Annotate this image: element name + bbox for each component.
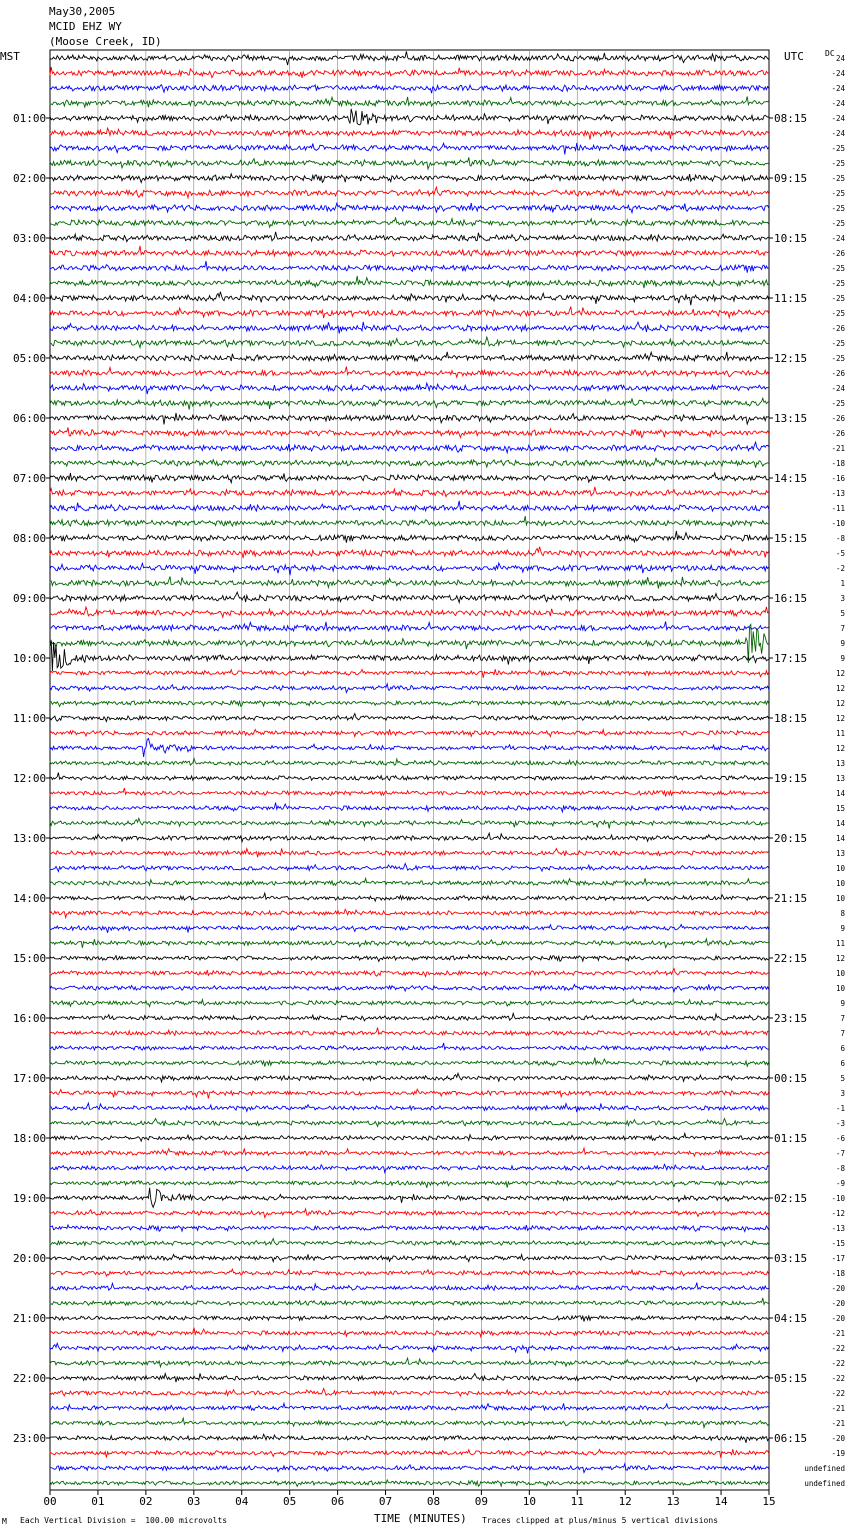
dc-offset-label: -24: [831, 234, 845, 243]
x-tick-label: 10: [522, 1495, 536, 1508]
trace-line: [50, 1043, 769, 1051]
trace-line: [50, 1073, 769, 1082]
trace-line: [50, 187, 769, 198]
left-time-label: 15:00: [13, 952, 47, 965]
trace-line: [50, 729, 769, 736]
dc-offset-label: -21: [831, 1419, 845, 1428]
left-time-label: 03:00: [13, 232, 47, 245]
trace-line: [50, 864, 769, 872]
station-code: MCID EHZ WY: [49, 20, 122, 33]
dc-offset-label: -10: [831, 519, 845, 528]
dc-offset-label: -19: [831, 1449, 845, 1458]
trace-line: [50, 531, 769, 543]
trace-line: [50, 984, 769, 991]
x-tick-label: 05: [283, 1495, 297, 1508]
right-time-label: 21:15: [774, 892, 808, 905]
dc-offset-label: -22: [831, 1359, 845, 1368]
dc-offset-label: -24: [831, 99, 845, 108]
right-time-label: 03:15: [774, 1252, 808, 1265]
dc-offset-label: 12: [835, 954, 845, 963]
dc-offset-label: undefined: [804, 1479, 845, 1488]
trace-line: [50, 1358, 769, 1367]
right-time-label: 16:15: [774, 592, 808, 605]
right-time-label: 06:15: [774, 1432, 808, 1445]
right-timezone-label: UTC: [784, 50, 804, 63]
dc-offset-label: -26: [831, 429, 845, 438]
trace-line: [50, 246, 769, 256]
trace-line: [50, 367, 769, 378]
trace-line: [50, 833, 769, 842]
trace-line: [50, 803, 769, 812]
dc-offset-label: -24: [831, 114, 845, 123]
x-tick-label: 07: [378, 1495, 393, 1508]
left-time-label: 06:00: [13, 412, 47, 425]
x-tick-label: 08: [426, 1495, 441, 1508]
trace-line: [50, 1089, 769, 1098]
trace-line: [50, 1188, 769, 1208]
scale-note: Each Vertical Division = 100.00 microvolts: [20, 1516, 228, 1525]
dc-offset-label: -20: [831, 1284, 845, 1293]
dc-offset-label: undefined: [804, 1464, 845, 1473]
trace-line: [50, 999, 769, 1006]
dc-offset-label: -13: [831, 489, 845, 498]
dc-offset-label: 5: [840, 1074, 845, 1083]
dc-offset-label: -18: [831, 459, 845, 468]
x-tick-label: 04: [235, 1495, 249, 1508]
dc-offset-label: -10: [831, 1194, 845, 1203]
left-time-label: 18:00: [13, 1132, 47, 1145]
trace-line: [50, 458, 769, 467]
right-time-label: 15:15: [774, 532, 808, 545]
right-time-label: 22:15: [774, 952, 808, 965]
trace-line: [50, 51, 769, 65]
trace-line: [50, 925, 769, 933]
trace-line: [50, 218, 769, 227]
dc-offset-label: -17: [831, 1254, 845, 1263]
trace-line: [50, 909, 769, 917]
dc-offset-label: -25: [831, 144, 845, 153]
dc-offset-label: 3: [840, 1089, 845, 1098]
left-time-label: 05:00: [13, 352, 47, 365]
right-time-label: 05:15: [774, 1372, 808, 1385]
dc-offset-label: 12: [835, 699, 845, 708]
x-tick-label: 03: [187, 1495, 201, 1508]
x-tick-label: 09: [474, 1495, 489, 1508]
left-time-label: 14:00: [13, 892, 47, 905]
trace-line: [50, 1013, 769, 1020]
dc-offset-label: 14: [835, 834, 845, 843]
trace-line: [50, 1328, 769, 1337]
trace-line: [50, 174, 769, 183]
dc-offset-label: -12: [831, 1209, 845, 1218]
dc-offset-label: -21: [831, 1329, 845, 1338]
dc-offset-label: -9: [835, 1179, 845, 1188]
left-time-label: 12:00: [13, 772, 47, 785]
dc-offset-label: 12: [835, 684, 845, 693]
dc-offset-label: 11: [835, 729, 845, 738]
dc-offset-label: -26: [831, 249, 845, 258]
trace-line: [50, 818, 769, 828]
dc-offset-label: -25: [831, 174, 845, 183]
right-time-label: 12:15: [774, 352, 808, 365]
trace-line: [50, 85, 769, 93]
right-time-label: 08:15: [774, 112, 808, 125]
dc-offset-label: -13: [831, 1224, 845, 1233]
x-tick-label: 15: [762, 1495, 776, 1508]
left-time-label: 22:00: [13, 1372, 47, 1385]
left-time-label: 08:00: [13, 532, 47, 545]
trace-line: [50, 1028, 769, 1036]
trace-line: [50, 773, 769, 781]
trace-line: [50, 684, 769, 693]
trace-line: [50, 939, 769, 948]
dc-offset-label: 3: [840, 594, 845, 603]
left-time-label: 02:00: [13, 172, 47, 185]
left-time-label: 19:00: [13, 1192, 47, 1205]
dc-offset-label: -25: [831, 204, 845, 213]
trace-line: [50, 1283, 769, 1291]
dc-offset-label: 15: [835, 804, 845, 813]
dc-offset-label: -8: [835, 534, 845, 543]
dc-offset-label: 8: [840, 909, 845, 918]
trace-line: [50, 1403, 769, 1410]
dc-offset-label: 7: [840, 1029, 845, 1038]
trace-line: [50, 398, 769, 409]
dc-offset-label: 13: [835, 774, 845, 783]
left-time-label: 01:00: [13, 112, 47, 125]
dc-offset-label: -11: [831, 504, 845, 513]
dc-offset-label: 9: [840, 999, 845, 1008]
trace-line: [50, 261, 769, 273]
dc-offset-label: -25: [831, 339, 845, 348]
left-time-label: 11:00: [13, 712, 47, 725]
trace-line: [50, 878, 769, 885]
trace-line: [50, 516, 769, 526]
dc-offset-label: 10: [835, 894, 845, 903]
trace-line: [50, 337, 769, 348]
dc-offset-label: 9: [840, 654, 845, 663]
dc-offset-label: 9: [840, 924, 845, 933]
dc-offset-label: -2: [835, 564, 845, 573]
trace-line: [50, 1225, 769, 1232]
trace-line: [50, 487, 769, 497]
dc-offset-label: -16: [831, 474, 845, 483]
right-time-label: 00:15: [774, 1072, 808, 1085]
trace-line: [50, 501, 769, 511]
trace-line: [50, 1103, 769, 1112]
dc-offset-label: -18: [831, 1269, 845, 1278]
right-time-label: 09:15: [774, 172, 808, 185]
trace-line: [50, 232, 769, 242]
trace-line: [50, 1269, 769, 1276]
trace-line: [50, 307, 769, 319]
trace-line: [50, 1389, 769, 1397]
dc-offset-label: -7: [835, 1149, 845, 1158]
trace-line: [50, 276, 769, 288]
dc-offset-label: -22: [831, 1374, 845, 1383]
trace-line: [50, 1209, 769, 1218]
right-time-label: 13:15: [774, 412, 808, 425]
trace-line: [50, 969, 769, 977]
right-time-label: 19:15: [774, 772, 808, 785]
x-tick-label: 12: [618, 1495, 632, 1508]
right-time-label: 04:15: [774, 1312, 808, 1325]
trace-line: [50, 1254, 769, 1261]
trace-line: [50, 1148, 769, 1156]
trace-line: [50, 592, 769, 602]
trace-line: [50, 893, 769, 901]
trace-line: [50, 1119, 769, 1127]
x-tick-label: 11: [570, 1495, 584, 1508]
dc-offset-label: -22: [831, 1389, 845, 1398]
dc-offset-label: -25: [831, 309, 845, 318]
left-time-label: 04:00: [13, 292, 47, 305]
trace-line: [50, 1181, 769, 1188]
dc-offset-label: 10: [835, 969, 845, 978]
dc-offset-label: -3: [835, 1119, 845, 1128]
trace-line: [50, 292, 769, 306]
clip-note: Traces clipped at plus/minus 5 vertical divisions: [482, 1516, 719, 1525]
dc-offset-label: -25: [831, 294, 845, 303]
dc-offset-label: 9: [840, 639, 845, 648]
left-timezone-label: MST: [0, 50, 20, 63]
left-time-label: 23:00: [13, 1432, 47, 1445]
dc-offset-label: 12: [835, 669, 845, 678]
dc-offset-label: -26: [831, 324, 845, 333]
dc-offset-label: -8: [835, 1164, 845, 1173]
dc-offset-label: -21: [831, 444, 845, 453]
station-location: (Moose Creek, ID): [49, 35, 162, 48]
trace-line: [50, 700, 769, 707]
trace-line: [50, 758, 769, 765]
dc-offset-label: -5: [835, 549, 845, 558]
trace-line: [50, 1239, 769, 1246]
dc-offset-label: 10: [835, 864, 845, 873]
trace-line: [50, 413, 769, 425]
dc-offset-label: 10: [835, 984, 845, 993]
trace-line: [50, 427, 769, 437]
left-time-label: 10:00: [13, 652, 47, 665]
right-time-label: 11:15: [774, 292, 808, 305]
trace-line: [50, 1133, 769, 1141]
trace-line: [50, 848, 769, 857]
left-time-label: 13:00: [13, 832, 47, 845]
trace-line: [50, 547, 769, 558]
trace-line: [50, 622, 769, 632]
trace-line: [50, 383, 769, 394]
dc-offset-label: -25: [831, 354, 845, 363]
trace-line: [50, 1434, 769, 1443]
dc-offset-label: 6: [840, 1044, 845, 1053]
x-tick-label: 14: [714, 1495, 728, 1508]
dc-offset-label: 13: [835, 849, 845, 858]
left-time-label: 20:00: [13, 1252, 47, 1265]
dc-offset-label: 12: [835, 744, 845, 753]
dc-offset-label: 7: [840, 1014, 845, 1023]
right-time-label: 17:15: [774, 652, 808, 665]
dc-offset-label: 13: [835, 759, 845, 768]
dc-offset-label: -24: [831, 384, 845, 393]
left-time-label: 07:00: [13, 472, 47, 485]
dc-offset-label: -22: [831, 1344, 845, 1353]
trace-line: [50, 143, 769, 155]
trace-line: [50, 955, 769, 962]
trace-line: [50, 669, 769, 678]
dc-offset-label: 11: [835, 939, 845, 948]
trace-line: [50, 97, 769, 108]
right-time-label: 10:15: [774, 232, 808, 245]
dc-offset-label: -15: [831, 1239, 845, 1248]
trace-line: [50, 352, 769, 361]
x-tick-label: 02: [139, 1495, 153, 1508]
x-tick-label: 01: [91, 1495, 105, 1508]
trace-line: [50, 157, 769, 169]
left-time-label: 16:00: [13, 1012, 47, 1025]
trace-line: [50, 563, 769, 575]
x-tick-label: 06: [330, 1495, 345, 1508]
dc-offset-label: 1: [840, 579, 845, 588]
trace-line: [50, 1373, 769, 1382]
trace-line: [50, 714, 769, 722]
trace-line: [50, 577, 769, 589]
dc-offset-label: -24: [831, 69, 845, 78]
dc-offset-label: -6: [835, 1134, 845, 1143]
dc-offset-label: -26: [831, 414, 845, 423]
trace-line: [50, 1316, 769, 1322]
trace-line: [50, 788, 769, 797]
trace-line: [50, 1343, 769, 1353]
dc-offset-label: -25: [831, 219, 845, 228]
dc-offset-label: -25: [831, 399, 845, 408]
trace-line: [50, 128, 769, 139]
trace-line: [50, 1164, 769, 1172]
trace-line: [50, 1418, 769, 1427]
dc-label: DC: [825, 49, 835, 58]
trace-line: [50, 109, 769, 125]
right-time-label: 20:15: [774, 832, 808, 845]
trace-line: [50, 67, 769, 78]
dc-offset-label: -20: [831, 1314, 845, 1323]
corner-mark: M: [2, 1517, 7, 1526]
dc-offset-label: -21: [831, 1404, 845, 1413]
trace-line: [50, 442, 769, 453]
x-tick-label: 13: [666, 1495, 680, 1508]
dc-offset-label: -26: [831, 369, 845, 378]
dc-offset-label: 7: [840, 624, 845, 633]
right-time-label: 18:15: [774, 712, 808, 725]
dc-offset-label: 5: [840, 609, 845, 618]
trace-line: [50, 1464, 769, 1473]
left-time-label: 09:00: [13, 592, 47, 605]
trace-line: [50, 738, 769, 757]
dc-offset-label: 14: [835, 819, 845, 828]
trace-line: [50, 1298, 769, 1305]
trace-line: [50, 1058, 769, 1067]
dc-offset-label: -20: [831, 1434, 845, 1443]
chart-date: May30,2005: [49, 5, 116, 18]
dc-offset-label: -25: [831, 264, 845, 273]
dc-offset-label: 10: [835, 879, 845, 888]
dc-offset-label: 12: [835, 714, 845, 723]
dc-offset-label: 24: [835, 54, 845, 63]
right-time-label: 02:15: [774, 1192, 808, 1205]
dc-offset-label: -24: [831, 129, 845, 138]
x-axis-label: TIME (MINUTES): [374, 1512, 467, 1525]
dc-offset-label: -25: [831, 279, 845, 288]
x-tick-label: 00: [43, 1495, 57, 1508]
dc-offset-label: -25: [831, 189, 845, 198]
trace-line: [50, 322, 769, 334]
dc-offset-label: -25: [831, 159, 845, 168]
trace-line: [50, 203, 769, 213]
dc-offset-label: 14: [835, 789, 845, 798]
trace-line: [50, 607, 769, 617]
trace-line: [50, 1480, 769, 1487]
dc-offset-label: 6: [840, 1059, 845, 1068]
right-time-label: 14:15: [774, 472, 808, 485]
trace-line: [50, 473, 769, 483]
trace-line: [50, 1449, 769, 1458]
right-time-label: 01:15: [774, 1132, 808, 1145]
right-time-label: 23:15: [774, 1012, 808, 1025]
left-time-label: 17:00: [13, 1072, 47, 1085]
dc-offset-label: -24: [831, 84, 845, 93]
dc-offset-label: -1: [835, 1104, 845, 1113]
left-time-label: 21:00: [13, 1312, 47, 1325]
dc-offset-label: -20: [831, 1299, 845, 1308]
